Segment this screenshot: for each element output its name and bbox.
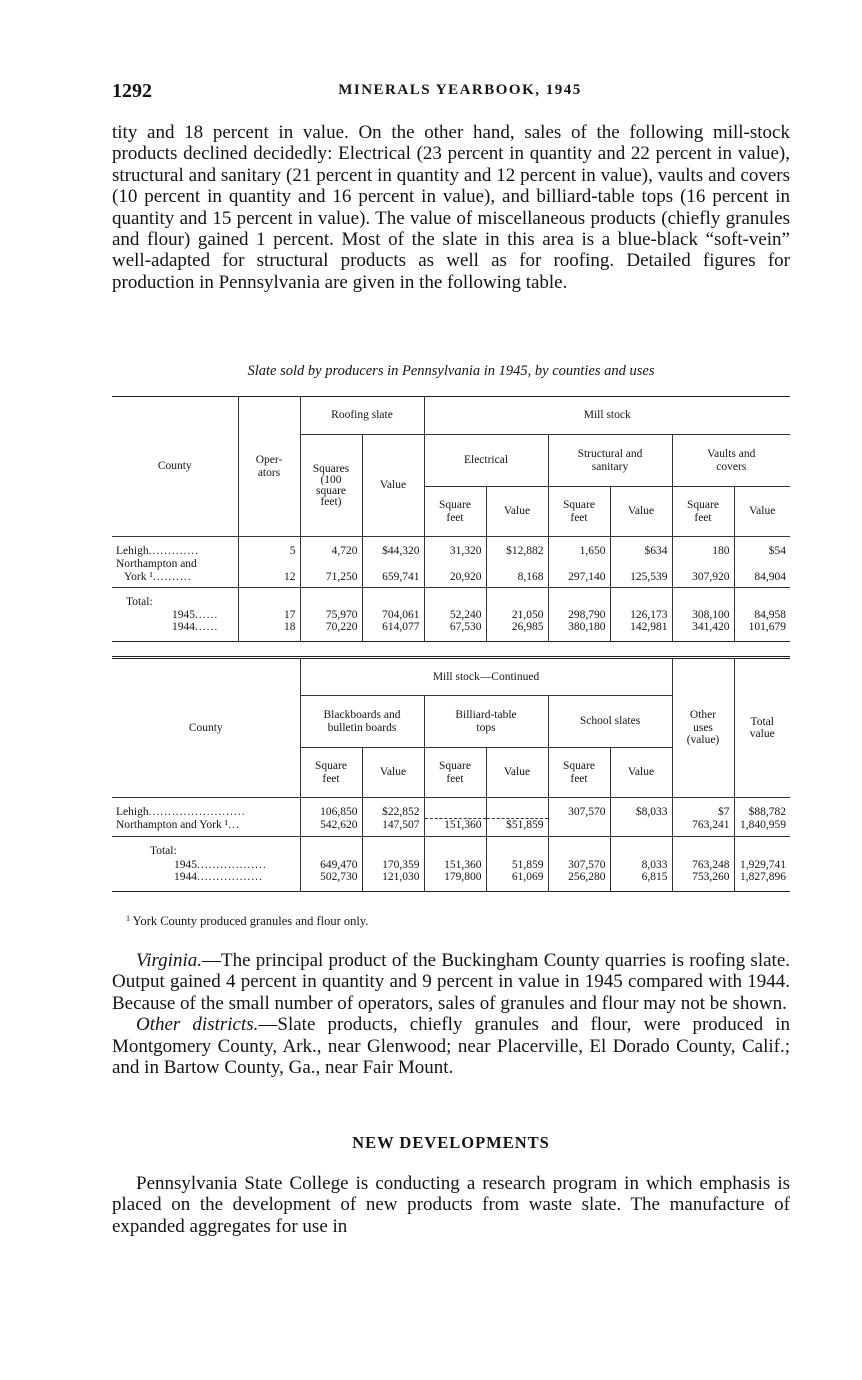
total-year: 1944...... (172, 621, 219, 633)
intro-paragraph-text: tity and 18 percent in value. On the other hand, sales of the following mill-stock products declined decidedly: Electrical (23 percent in quantity and 22 percent in value), structural and sanitary (21 percent in quantity and 12 percent in value), vaults and covers (10 percent in quantity and 16 percent in value), and billiard-table tops (16 percent in quantity and 15 percent in value). The value of miscellaneous products (chiefly granules and flour) gained 1 percent. Most of the slate in this area is a blue-black “soft-vein” well-adapted for structural products as well as for roofing. Detailed figures for production in Pennsylvania are given in the following table. (112, 122, 790, 293)
row-vaults-value: $54 (734, 537, 790, 558)
total-label-row (112, 837, 790, 859)
page-number: 1292 (112, 80, 152, 102)
structural-sqft-header: Square feet (548, 487, 610, 537)
total-vaults-value: 101,679 (734, 621, 790, 641)
row-electrical-value: $12,882 (486, 537, 548, 558)
table-row (112, 819, 790, 837)
total-electrical-sqft: 67,530 (424, 621, 486, 641)
total-squares: 70,220 (300, 621, 362, 641)
total-blackboards-sqft: 502,730 (300, 871, 362, 891)
total-vaults-value: 84,958 (734, 609, 790, 622)
total-blackboards-sqft: 649,470 (300, 859, 362, 872)
operators-header: Oper- ators (238, 397, 300, 537)
total-year: 1944................. (174, 871, 263, 883)
total-school-value: 6,815 (610, 871, 672, 891)
total-label-row (112, 588, 790, 609)
total-operators: 17 (238, 609, 300, 622)
row-squares: 71,250 (300, 558, 362, 588)
total-blackboards-value: 170,359 (362, 859, 424, 872)
row-operators: 5 (238, 537, 300, 558)
total-row (112, 609, 790, 622)
total-other-uses: 753,260 (672, 871, 734, 891)
row-school-sqft: 307,570 (548, 798, 610, 819)
total-squares: 75,970 (300, 609, 362, 622)
other-districts-label: Other districts. (136, 1014, 259, 1036)
row-squares: 4,720 (300, 537, 362, 558)
total-roofing-value: 614,077 (362, 621, 424, 641)
row-blackboards-value: $22,852 (362, 798, 424, 819)
mill-stock-continued-header: Mill stock—Continued (300, 658, 672, 696)
virginia-paragraph (112, 950, 790, 1014)
row-vaults-sqft: 180 (672, 537, 734, 558)
county-header: County (112, 397, 238, 537)
row-electrical-sqft: 20,920 (424, 558, 486, 588)
billiard-header: Billiard-table tops (424, 696, 548, 748)
total-school-sqft: 307,570 (548, 859, 610, 872)
billiard-value-header: Value (486, 748, 548, 798)
vaults-header: Vaults and covers (672, 435, 790, 487)
table-footnote (126, 914, 368, 929)
electrical-value-header: Value (486, 487, 548, 537)
total-total-value: 1,929,741 (734, 859, 790, 872)
row-billiard-value (486, 798, 548, 819)
total-structural-sqft: 298,790 (548, 609, 610, 622)
section-heading: NEW DEVELOPMENTS (352, 1133, 550, 1152)
school-sqft-header: Square feet (548, 748, 610, 798)
row-roofing-value: $44,320 (362, 537, 424, 558)
row-school-value (610, 819, 672, 837)
school-value-header: Value (610, 748, 672, 798)
row-blackboards-sqft: 106,850 (300, 798, 362, 819)
electrical-sqft-header: Square feet (424, 487, 486, 537)
total-structural-value: 142,981 (610, 621, 672, 641)
row-operators: 12 (238, 558, 300, 588)
squares-header: Squares (100 square feet) (300, 435, 362, 537)
row-billiard-value: $51,859 (486, 819, 548, 837)
slate-table-part-1 (112, 396, 790, 642)
county-header: County (112, 658, 300, 798)
total-other-uses: 763,248 (672, 859, 734, 872)
row-school-sqft (548, 819, 610, 837)
row-other-uses: 763,241 (672, 819, 734, 837)
running-title: MINERALS YEARBOOK, 1945 (338, 82, 582, 98)
total-electrical-value: 21,050 (486, 609, 548, 622)
row-electrical-sqft: 31,320 (424, 537, 486, 558)
total-row (112, 871, 790, 891)
mill-stock-header: Mill stock (424, 397, 790, 435)
table-row (112, 558, 790, 588)
state-paragraphs (112, 950, 790, 1078)
total-billiard-sqft: 179,800 (424, 871, 486, 891)
row-structural-value: 125,539 (610, 558, 672, 588)
total-label: Total: (150, 844, 177, 857)
total-billiard-value: 51,859 (486, 859, 548, 872)
total-operators: 18 (238, 621, 300, 641)
total-total-value: 1,827,896 (734, 871, 790, 891)
billiard-sqft-header: Square feet (424, 748, 486, 798)
total-electrical-value: 26,985 (486, 621, 548, 641)
row-county: Northampton and York ¹... (116, 818, 240, 831)
structural-value-header: Value (610, 487, 672, 537)
row-vaults-value: 84,904 (734, 558, 790, 588)
row-billiard-sqft (424, 798, 486, 819)
school-slates-header: School slates (548, 696, 672, 748)
total-value-header: Total value (734, 658, 790, 798)
row-other-uses: $7 (672, 798, 734, 819)
total-electrical-sqft: 52,240 (424, 609, 486, 622)
roofing-value-header: Value (362, 435, 424, 537)
row-electrical-value: 8,168 (486, 558, 548, 588)
row-blackboards-sqft: 542,620 (300, 819, 362, 837)
vaults-sqft-header: Square feet (672, 487, 734, 537)
total-year: 1945.................. (174, 858, 267, 871)
row-county: Northampton and York ¹.......... (116, 558, 197, 583)
blackboards-sqft-header: Square feet (300, 748, 362, 798)
row-total-value: $88,782 (734, 798, 790, 819)
table-row (112, 537, 790, 558)
total-school-sqft: 256,280 (548, 871, 610, 891)
blackboards-value-header: Value (362, 748, 424, 798)
total-billiard-sqft: 151,360 (424, 859, 486, 872)
total-vaults-sqft: 341,420 (672, 621, 734, 641)
row-blackboards-value: 147,507 (362, 819, 424, 837)
other-uses-header: Other uses (value) (672, 658, 734, 798)
other-districts-text: —Slate products, chiefly granules and flour, were produced in Montgomery County, Ark., near Glenwood; near Placerville, El Dorado County, Calif.; and in Bartow County, Ga., near Fair Mount. (112, 1014, 790, 1079)
other-districts-paragraph (112, 1014, 790, 1078)
row-total-value: 1,840,959 (734, 819, 790, 837)
row-county: Lehigh............. (116, 545, 199, 557)
structural-header: Structural and sanitary (548, 435, 672, 487)
total-label: Total: (126, 596, 153, 608)
row-county: Lehigh......................... (116, 806, 246, 818)
slate-table-part-2 (112, 656, 790, 892)
row-school-value: $8,033 (610, 798, 672, 819)
electrical-header: Electrical (424, 435, 548, 487)
row-roofing-value: 659,741 (362, 558, 424, 588)
total-structural-sqft: 380,180 (548, 621, 610, 641)
total-row (112, 621, 790, 641)
vaults-value-header: Value (734, 487, 790, 537)
running-header (112, 80, 788, 104)
footnote-mark: 1 (126, 914, 130, 923)
total-roofing-value: 704,061 (362, 609, 424, 622)
intro-paragraph (112, 122, 790, 293)
new-developments-text: Pennsylvania State College is conducting a research program in which emphasis is placed on the development of new products from waste slate. The manufacture of expanded aggregates for use in (112, 1173, 790, 1237)
roofing-slate-header: Roofing slate (300, 397, 424, 435)
virginia-label: Virginia. (136, 950, 202, 971)
row-billiard-sqft: 151,360 (424, 819, 486, 837)
total-structural-value: 126,173 (610, 609, 672, 622)
total-vaults-sqft: 308,100 (672, 609, 734, 622)
table-caption: Slate sold by producers in Pennsylvania in 1945, by counties and uses (247, 363, 655, 379)
new-developments-paragraph (112, 1173, 790, 1237)
total-blackboards-value: 121,030 (362, 871, 424, 891)
footnote-text: York County produced granules and flour only. (130, 914, 369, 928)
total-school-value: 8,033 (610, 859, 672, 872)
row-vaults-sqft: 307,920 (672, 558, 734, 588)
row-structural-value: $634 (610, 537, 672, 558)
virginia-text: —The principal product of the Buckingham County quarries is roofing slate. Output gained 4 percent in quantity and 9 percent in value in 1945 compared with 1944. Because of the small number of operators, sales of granules and flour may not be shown. (112, 950, 790, 1014)
row-structural-sqft: 297,140 (548, 558, 610, 588)
table-row (112, 798, 790, 819)
total-year: 1945...... (172, 608, 219, 621)
row-structural-sqft: 1,650 (548, 537, 610, 558)
total-row (112, 859, 790, 872)
blackboards-header: Blackboards and bulletin boards (300, 696, 424, 748)
total-billiard-value: 61,069 (486, 871, 548, 891)
